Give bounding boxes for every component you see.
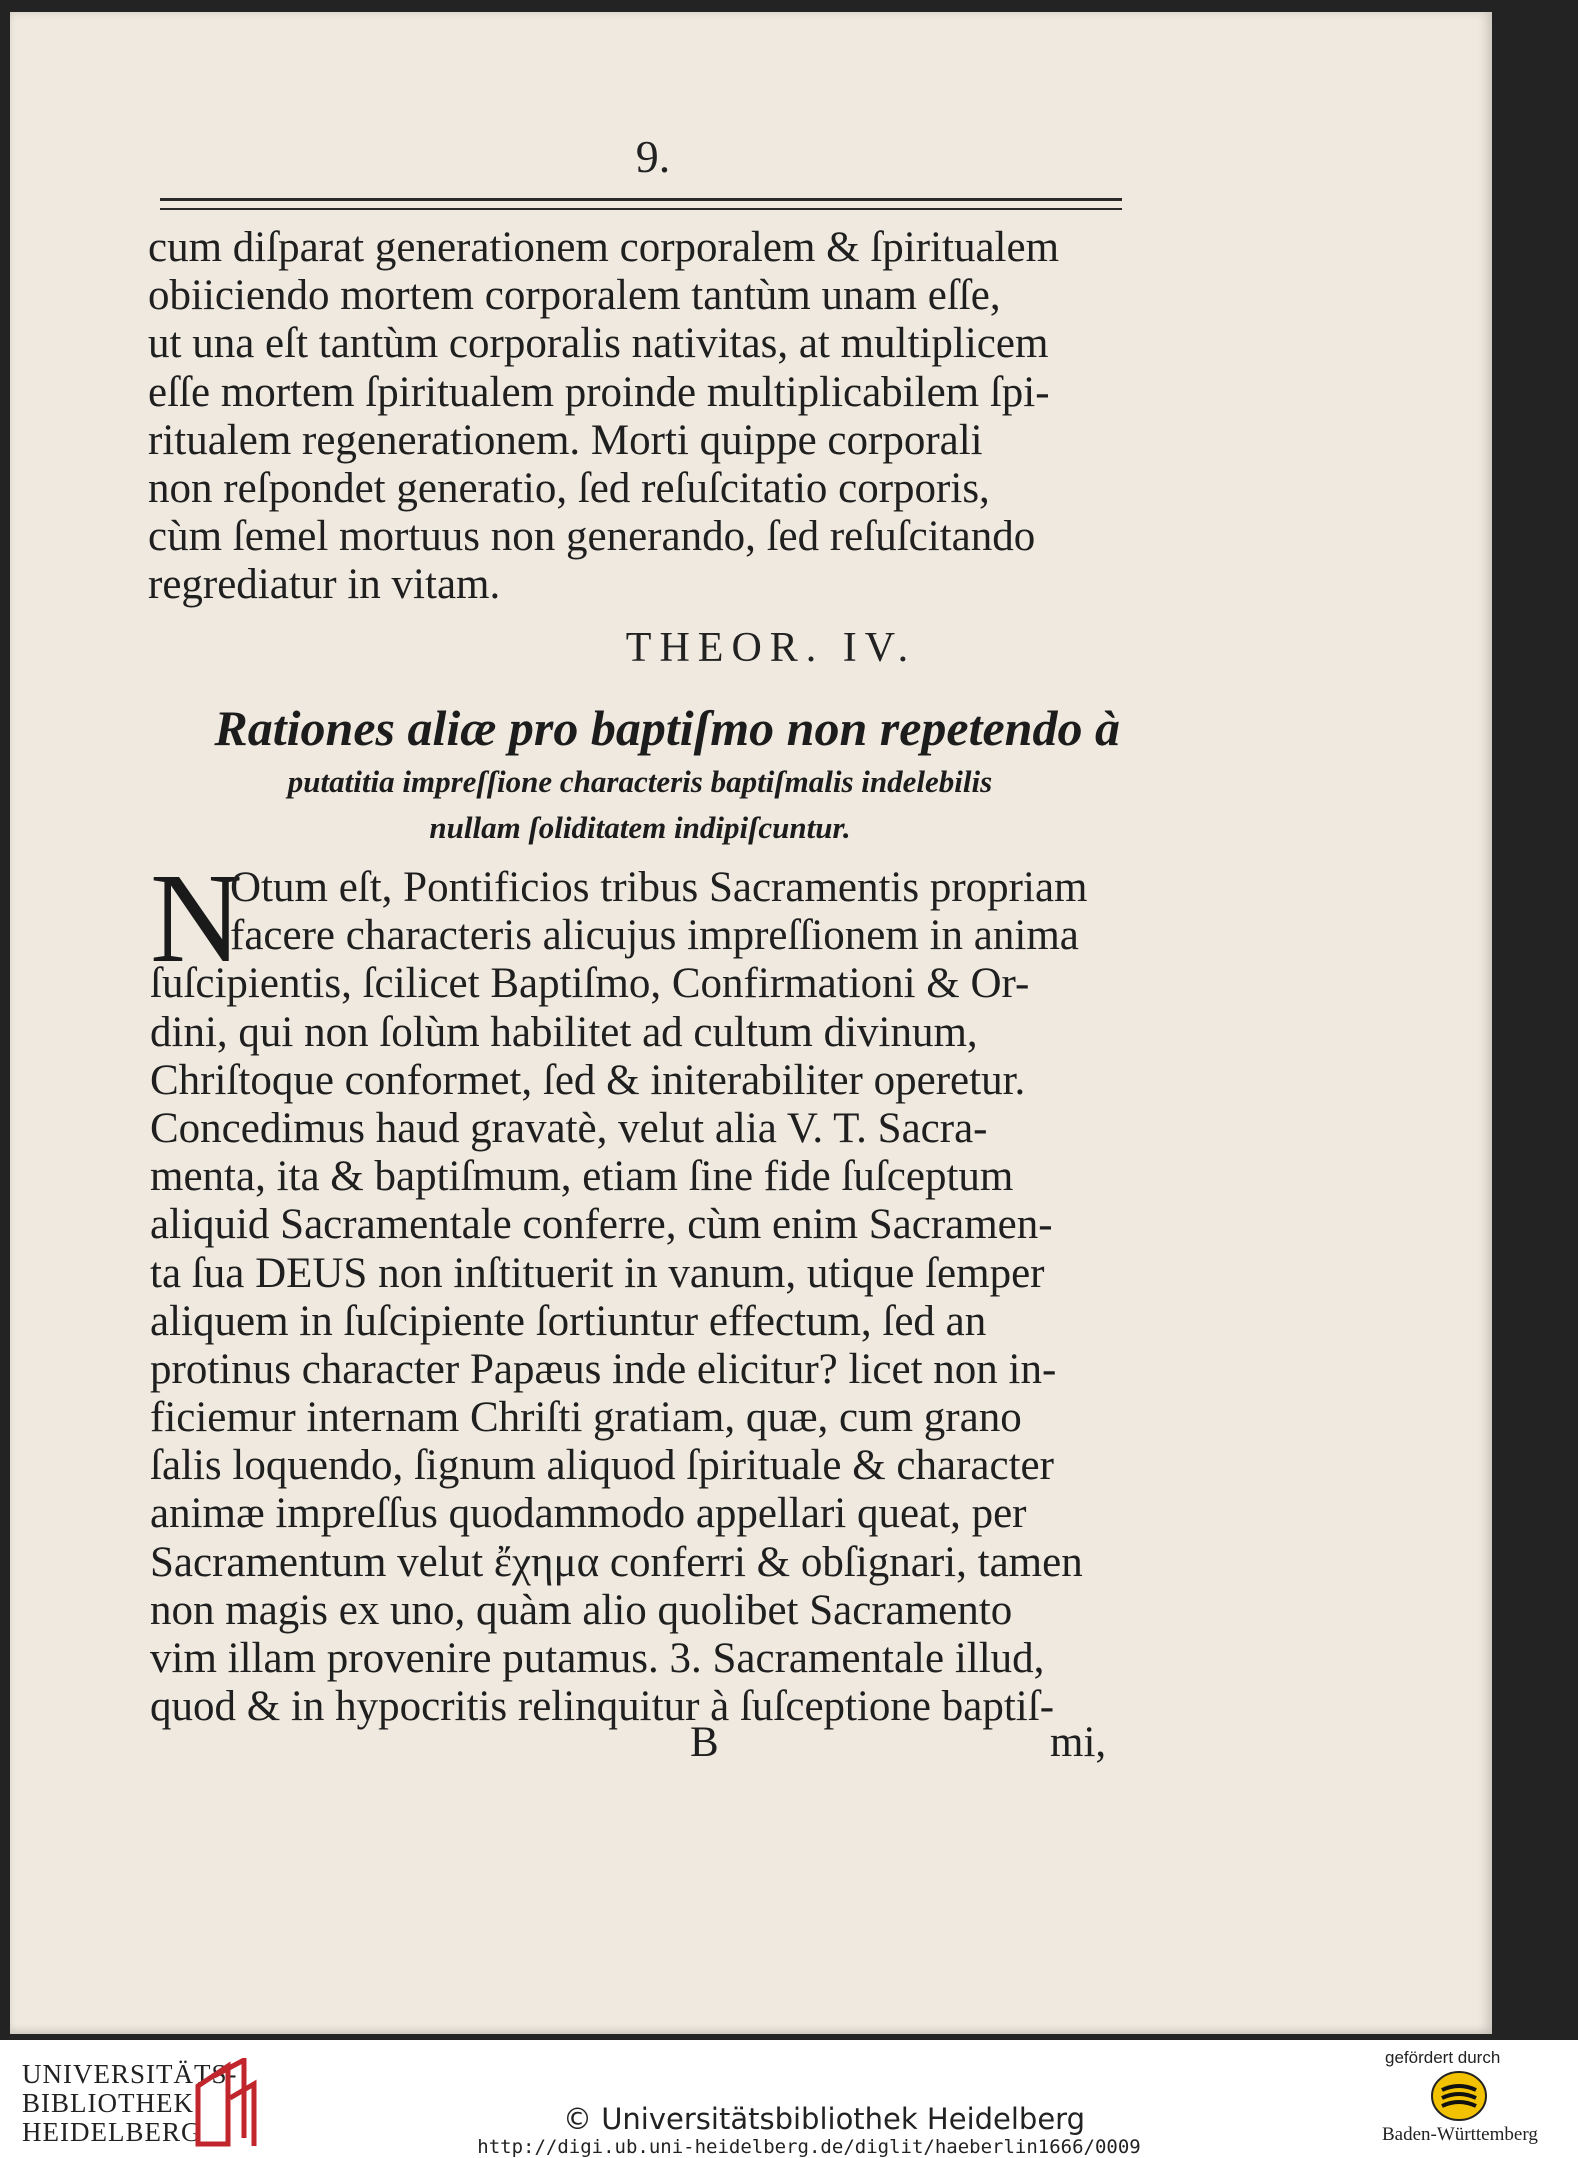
text-line: animæ impreſſus quodammodo appellari queat, per <box>150 1490 1027 1538</box>
institution-line: BIBLIOTHEK <box>22 2088 194 2118</box>
text-line: vim illam provenire putamus. 3. Sacramentale illud, <box>150 1635 1045 1682</box>
paragraph-1 <box>148 224 1128 610</box>
text-line: non reſpondet generatio, ſed reſuſcitatio corporis, <box>148 464 990 512</box>
header-rule <box>160 198 1122 210</box>
page-number: 9. <box>635 131 671 182</box>
text-line: facere characteris alicujus impreſſionem in anima <box>230 912 1079 960</box>
footer <box>0 2040 1578 2157</box>
text-line: cum diſparat generationem corporalem & ſpiritualem <box>148 224 1060 271</box>
paragraph-2 <box>150 847 1130 1731</box>
text-line: ficiemur internam Chriſti gratiam, quæ, cum grano <box>150 1394 1022 1442</box>
text-line: ta ſua DEUS non inſtituerit in vanum, utique ſemper <box>150 1249 1045 1297</box>
text-line: quod & in hypocritis relinquitur à ſuſceptione baptiſ- <box>150 1683 1055 1731</box>
catchword: mi, <box>1050 1719 1107 1766</box>
institution-line: HEIDELBERG <box>22 2117 202 2147</box>
text-line: aliquem in ſuſcipiente ſortiuntur effectum, ſed an <box>150 1297 987 1345</box>
text-line: ritualem regenerationem. Morti quippe corporali <box>148 416 983 464</box>
text-line: ſalis loquendo, ſignum aliquod ſpirituale & character <box>150 1442 1054 1490</box>
state-coat-of-arms-icon <box>1430 2070 1488 2122</box>
text-line: dini, qui non ſolùm habilitet ad cultum divinum, <box>150 1008 978 1056</box>
text-line: obiiciendo mortem corporalem tantùm unam eſſe, <box>148 272 1001 320</box>
institution-line: UNIVERSITÄTS- <box>22 2059 238 2089</box>
text-line: Chriſtoque conformet, ſed & initerabiliter operetur. <box>150 1056 1026 1104</box>
permalink-url[interactable]: http://digi.ub.uni-heidelberg.de/diglit/haeberlin1666/0009 <box>477 2136 1141 2158</box>
text-line: ſuſcipientis, ſcilicet Baptiſmo, Confirmationi & Or- <box>150 960 1030 1008</box>
text-line: non magis ex uno, quàm alio quolibet Sacramento <box>150 1586 1013 1634</box>
text-line: Otum eſt, Pontificios tribus Sacramentis propriam <box>230 864 1088 911</box>
funded-by-label: gefördert durch <box>1385 2048 1501 2067</box>
drop-cap: N <box>150 847 243 989</box>
book-page <box>10 12 1492 2034</box>
text-line: menta, ita & baptiſmum, etiam ſine fide ſuſceptum <box>150 1153 1014 1201</box>
text-line: Sacramentum velut ἔχημα conferri & obſignari, tamen <box>150 1538 1083 1586</box>
copyright-notice: © Universitätsbibliothek Heidelberg <box>562 2102 1085 2136</box>
section-heading: THEOR. IV. <box>625 625 917 671</box>
title-line: nullam ſoliditatem indipiſcuntur. <box>429 810 851 845</box>
text-line: protinus character Papæus inde elicitur? licet non in- <box>150 1345 1057 1393</box>
funder-name: Baden-Württemberg <box>1382 2124 1538 2145</box>
signature-mark: B <box>690 1719 719 1766</box>
text-line: cùm ſemel mortuus non generando, ſed reſuſcitando <box>148 513 1036 561</box>
title-line: Rationes aliæ pro baptiſmo non repetendo à <box>214 700 1120 756</box>
text-line: ut una eſt tantùm corporalis nativitas, at multiplicem <box>148 320 1049 368</box>
text-line: aliquid Sacramentale conferre, cùm enim Sacramen- <box>150 1201 1053 1249</box>
text-line: Concedimus haud gravatè, velut alia V. T. Sacra- <box>150 1104 988 1152</box>
section-title <box>150 697 1130 851</box>
title-line: putatitia impreſſione characteris baptiſmalis indelebilis <box>287 764 993 799</box>
text-line: regrediatur in vitam. <box>148 561 501 609</box>
text-line: eſſe mortem ſpiritualem proinde multiplicabilem ſpi- <box>148 368 1050 416</box>
